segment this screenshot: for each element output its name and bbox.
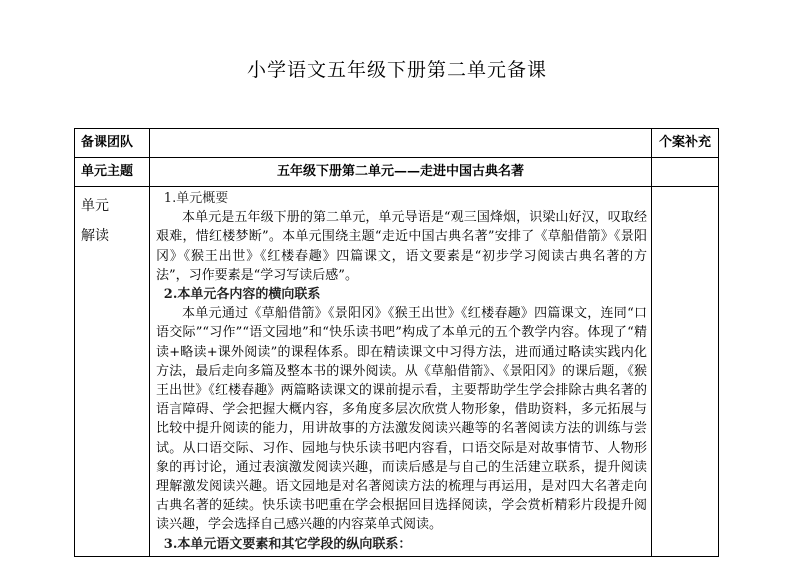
interpretation-content xyxy=(150,187,652,557)
interpretation-label-line1: 单元 xyxy=(81,198,109,214)
theme-row xyxy=(75,158,719,187)
theme-value: 五年级下册第二单元——走进中国古典名著 xyxy=(150,158,652,187)
interpretation-label-cell xyxy=(75,187,150,557)
section-heading-1: 1.单元概要 xyxy=(163,191,229,206)
interpretation-row xyxy=(75,187,719,557)
team-value-cell xyxy=(150,129,652,158)
section-text-2: 本单元通过《草船借箭》《景阳冈》《猴王出世》《红楼春趣》四篇课文，连同“口语交际”“习作”“语文园地”和“快乐读书吧”构成了本单元的五个教学内容。体现了“精读+略读+课外阅读”的课程体系。即在精读课文中习得方法，进而通过略读实践内化方法，最后走向多篇及整本书的课外阅读。从《草船借箭》、《景阳冈》的课后题，《猴王出世》《红楼春趣》两篇略读课文的课前提示看，主要帮助学生学会排除古典名著的语言障碍、学会把握大概内容，多角度多层次欣赏人物形象，借助资料，多元拓展与比较中提升阅读的能力，用讲故事的方法激发阅读兴趣等的名著阅读方法的训练与尝试。从口语交际、习作、园地与快乐读书吧内容看，口语交际是对故事情节、人物形象的再讨论，通过表演激发阅读兴趣，而读后感是与自己的生活建立联系，提升阅读理解激发阅读兴趣。语文园地是对名著阅读方法的梳理与再运用，是对四大名著走向古典名著的延续。快乐读书吧重在学会根据回目选择阅读，学会赏析精彩片段提升阅读兴趣，学会选择自己感兴趣的内容菜单式阅读。 xyxy=(156,306,647,533)
team-label: 备课团队 xyxy=(81,135,134,150)
team-row xyxy=(75,129,719,158)
section-heading-3: 3.本单元语文要素和其它学段的纵向联系： xyxy=(163,536,412,552)
section-heading-2: 2.本单元各内容的横向联系 xyxy=(163,287,321,303)
team-label-cell xyxy=(75,129,150,158)
supplement-label: 个案补充 xyxy=(652,129,719,158)
interpretation-supplement-cell xyxy=(652,187,719,557)
lesson-plan-table xyxy=(74,128,719,557)
interpretation-label-line2: 解读 xyxy=(81,228,109,244)
page-title: 小学语文五年级下册第二单元备课 xyxy=(246,59,547,81)
theme-label-cell xyxy=(75,158,150,187)
theme-label: 单元主题 xyxy=(81,164,134,179)
section-text-1: 本单元是五年级下册的第二单元，单元导语是“观三国烽烟，识梁山好汉，叹取经艰难，惜红楼梦断”。本单元围绕主题“走近中国古典名著”安排了《草船借箭》《景阳冈》《猴王出世》《红楼春趣》四篇课文，语文要素是“初步学习阅读古典名著的方法”，习作要素是“学习写读后感”。 xyxy=(156,210,647,283)
theme-supplement-cell xyxy=(652,158,719,187)
